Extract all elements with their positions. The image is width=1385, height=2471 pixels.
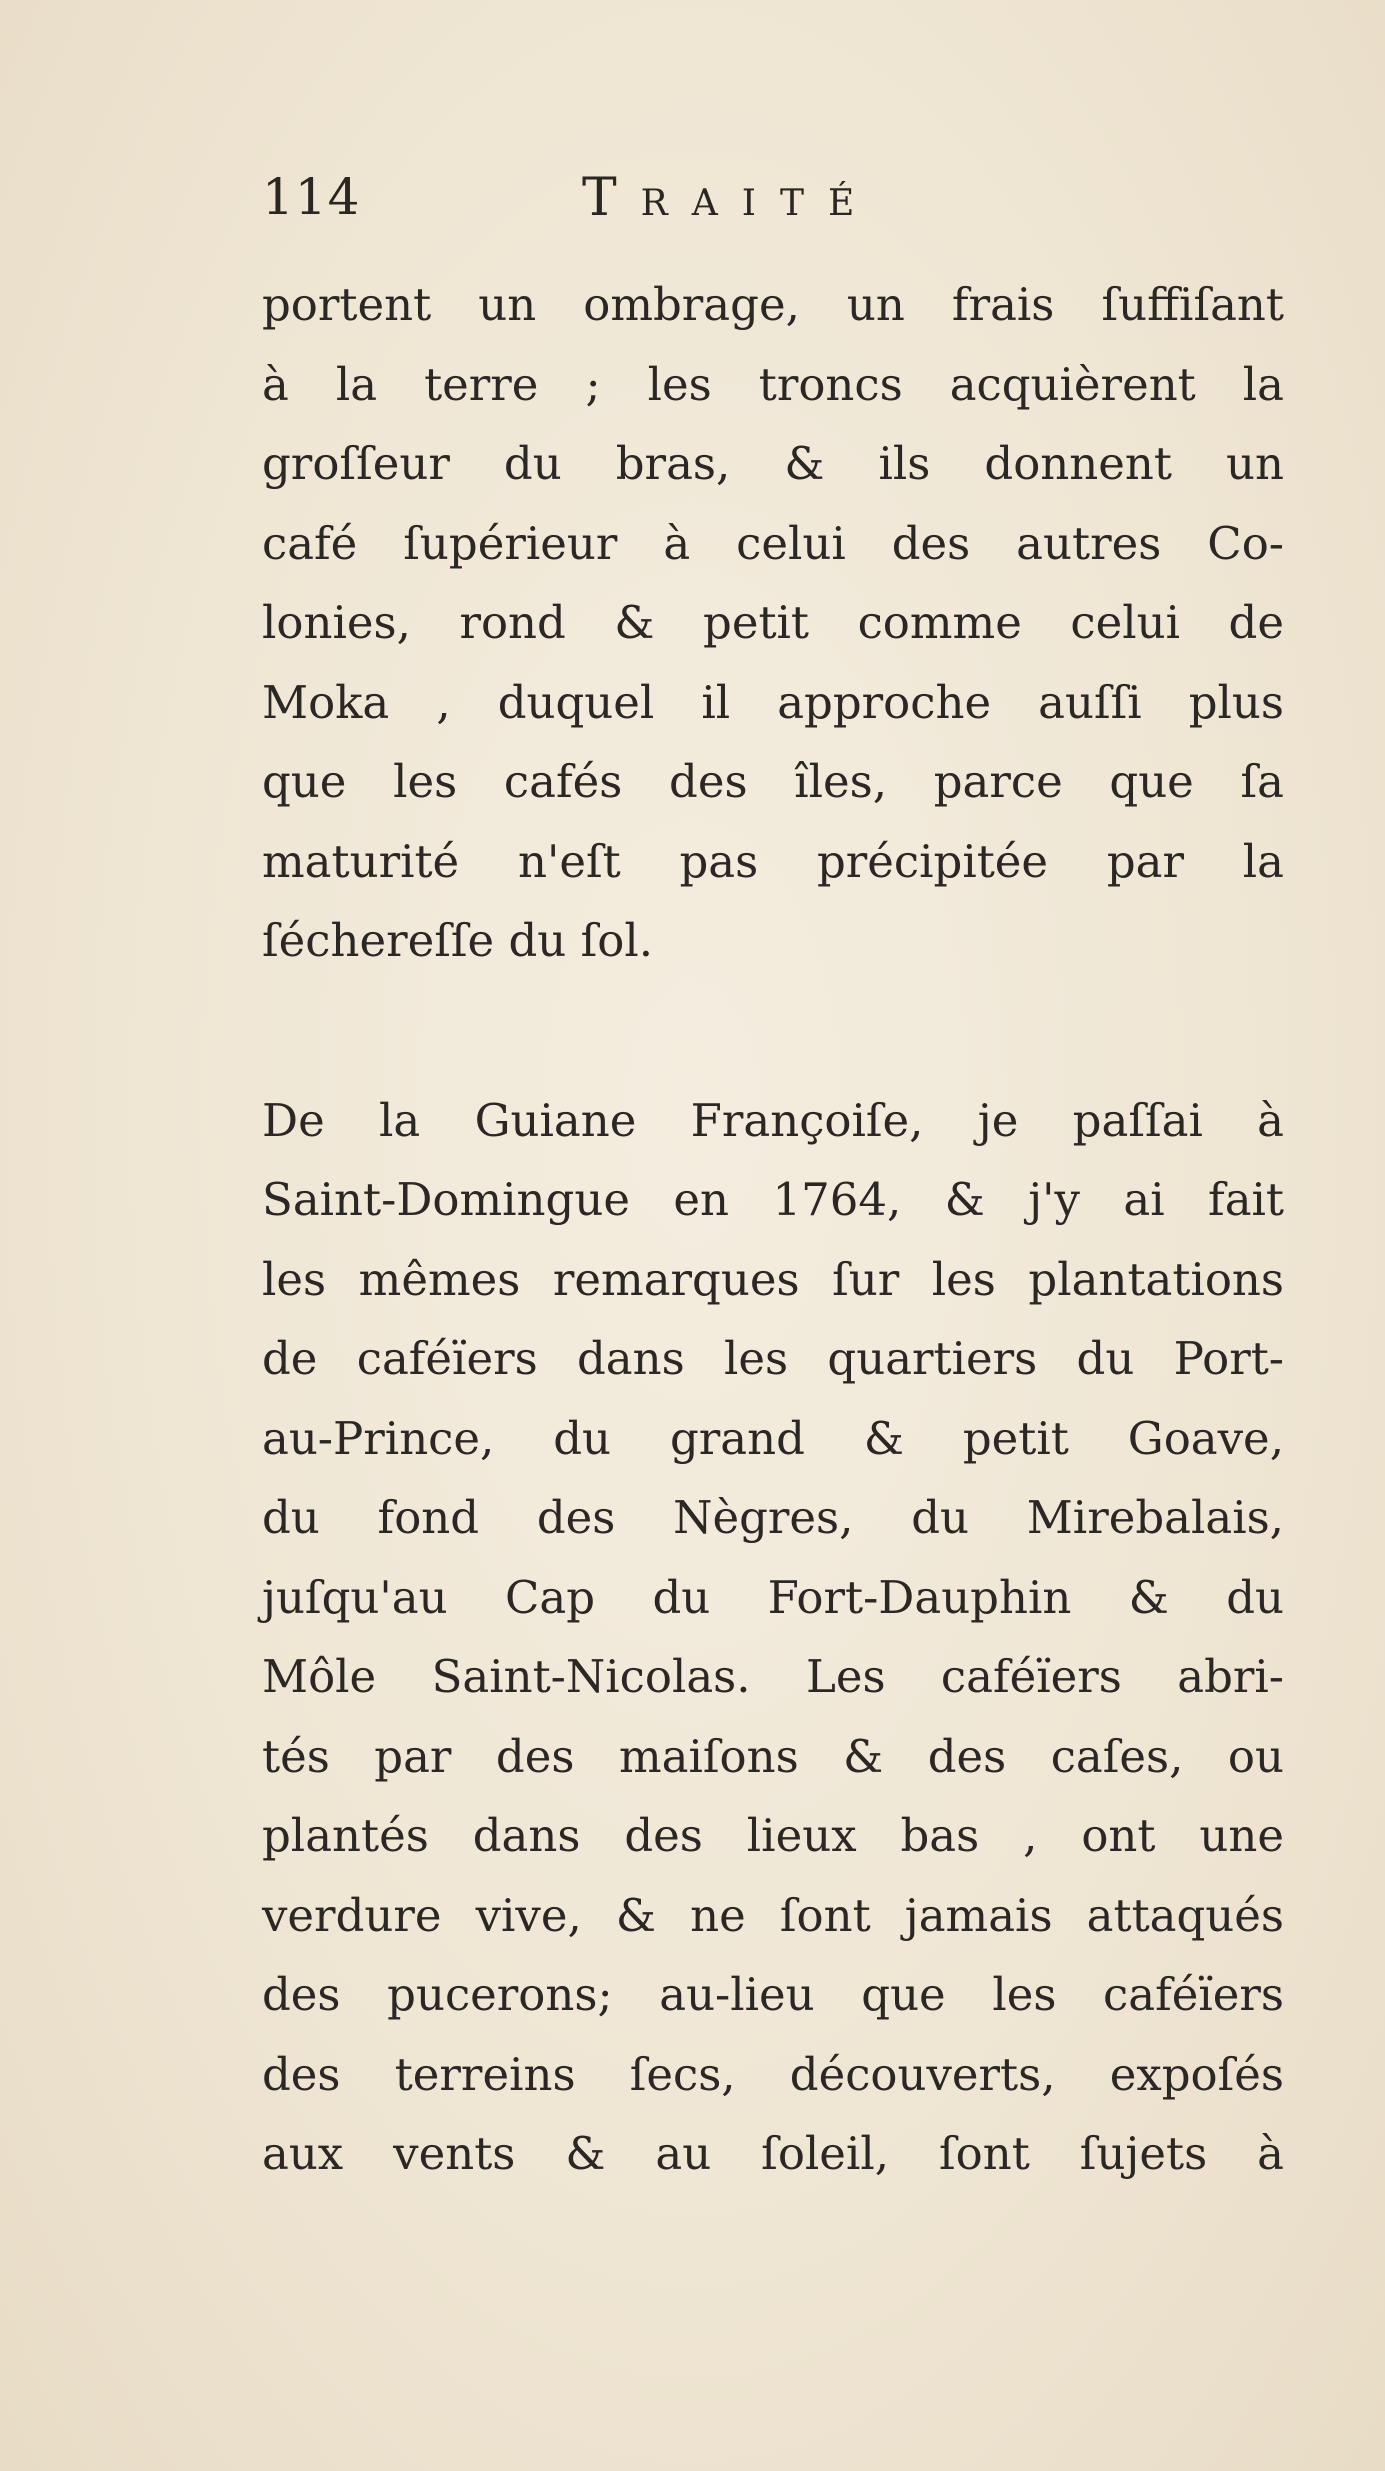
page-header [262, 168, 1262, 238]
paragraph-2 [262, 1081, 1284, 2194]
body-text [262, 265, 1284, 2194]
paragraph-gap [262, 981, 1284, 1081]
text-line: de caféïers dans les quartiers du Port- [262, 1332, 1284, 1385]
text-line: De la Guiane Françoiſe, je paſſai à [262, 1093, 1284, 1147]
text-line: que les cafés des îles, parce que ſa [262, 755, 1284, 808]
text-line: ſéchereſſe du ſol. [262, 914, 654, 967]
text-line: tés par des maiſons & des caſes, ou [262, 1729, 1284, 1783]
text-line: Môle Saint-Nicolas. Les caféïers abri- [262, 1650, 1284, 1703]
text-line: portent un ombrage, un frais ſuffiſant [262, 278, 1284, 331]
text-line: Saint-Domingue en 1764, & j'y ai fait [262, 1173, 1284, 1226]
text-line: lonies, rond & petit comme celui de [262, 596, 1284, 649]
text-line: verdure vive, & ne ſont jamais attaqués [262, 1888, 1284, 1942]
text-line: au-Prince, du grand & petit Goave, [262, 1411, 1284, 1465]
paragraph-1 [262, 265, 1284, 981]
text-line: aux vents & au ſoleil, ſont ſujets à [262, 2127, 1284, 2180]
text-line: des pucerons; au-lieu que les caféïers [262, 1968, 1284, 2021]
text-line: groſſeur du bras, & ils donnent un [262, 437, 1284, 490]
text-line: café ſupérieur à celui des autres Co- [262, 516, 1284, 570]
text-line: plantés dans des lieux bas , ont une [262, 1809, 1284, 1862]
text-line: maturité n'eſt pas précipitée par la [262, 834, 1284, 888]
text-line: les mêmes remarques ſur les plantations [262, 1252, 1284, 1306]
text-line: du fond des Nègres, du Mirebalais, [262, 1491, 1284, 1544]
text-line: à la terre ; les troncs acquièrent la [262, 357, 1284, 411]
page-number: 114 [262, 168, 361, 226]
text-line: des terreins ſecs, découverts, expoſés [262, 2047, 1284, 2101]
text-line: juſqu'au Cap du Fort-Dauphin & du [262, 1570, 1284, 1624]
running-title: Traité [582, 168, 879, 228]
text-line: Moka , duquel il approche auſſi plus [262, 675, 1284, 729]
